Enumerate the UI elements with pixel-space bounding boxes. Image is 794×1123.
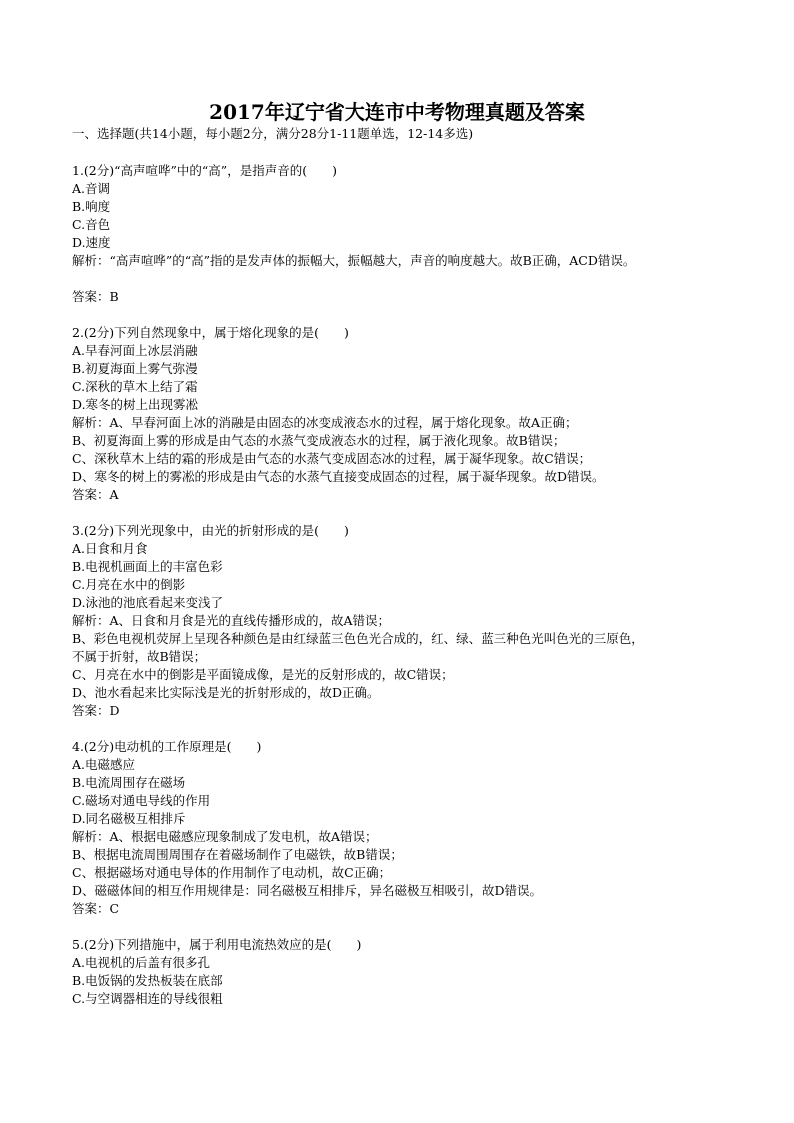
option-c: C.月亮在水中的倒影: [72, 577, 186, 592]
question-1: [72, 162, 772, 306]
question-3: [72, 522, 772, 720]
document-content: [72, 124, 772, 1008]
spacer: [72, 144, 772, 162]
analysis-line: 解析：“高声喧哗”的“高”指的是发声体的振幅大，振幅越大，声音的响度越大。故B正确，ACD错误。: [72, 253, 636, 268]
question-stem: 3.(2分)下列光现象中，由光的折射形成的是( ): [72, 523, 349, 538]
analysis-line: B、初夏海面上雾的形成是由气态的水蒸气变成液态水的过程，属于液化现象。故B错误；: [72, 433, 566, 448]
option-a: A.日食和月食: [72, 541, 148, 556]
option-a: A.早春河面上冰层消融: [72, 343, 198, 358]
option-d: D.同名磁极互相排斥: [72, 811, 186, 826]
question-stem: 4.(2分)电动机的工作原理是( ): [72, 739, 262, 754]
spacer: [72, 270, 772, 288]
spacer: [72, 720, 772, 738]
answer: 答案：A: [72, 487, 119, 502]
spacer: [72, 504, 772, 522]
document-title: 2017年辽宁省大连市中考物理真题及答案: [209, 100, 585, 124]
option-c: C.音色: [72, 217, 111, 232]
analysis-line: B、根据电流周围周围存在着磁场制作了电磁铁，故B错误；: [72, 847, 403, 862]
analysis-line: D、磁磁体间的相互作用规律是：同名磁极互相排斥，异名磁极互相吸引，故D错误。: [72, 883, 543, 898]
analysis-line: 解析：A、早春河面上冰的消融是由固态的冰变成液态水的过程，属于熔化现象。故A正确；: [72, 415, 578, 430]
answer: 答案：B: [72, 289, 119, 304]
analysis-line: D、寒冬的树上的雾凇的形成是由气态的水蒸气直接变成固态的过程，属于凝华现象。故D错误。: [72, 469, 605, 484]
option-b: B.电视机画面上的丰富色彩: [72, 559, 223, 574]
option-a: A.音调: [72, 181, 111, 196]
answer: 答案：D: [72, 703, 120, 718]
section-heading: 一、选择题(共14小题，每小题2分，满分28分1-11题单选，12-14多选): [72, 126, 474, 141]
option-b: B.电饭锅的发热板装在底部: [72, 973, 223, 988]
option-c: C.深秋的草木上结了霜: [72, 379, 198, 394]
option-d: D.速度: [72, 235, 111, 250]
analysis-line: B、彩色电视机荧屏上呈现各种颜色是由红绿蓝三色色光合成的，红、绿、蓝三种色光叫色光的三原色，: [72, 631, 644, 646]
spacer: [72, 306, 772, 324]
option-d: D.泳池的池底看起来变浅了: [72, 595, 224, 610]
option-b: B.响度: [72, 199, 111, 214]
analysis-line: 不属于折射，故B错误；: [72, 649, 207, 664]
analysis-line: C、深秋草木上结的霜的形成是由气态的水蒸气变成固态冰的过程，属于凝华现象。故C错误；: [72, 451, 592, 466]
analysis-line: C、月亮在水中的倒影是平面镜成像，是光的反射形成的，故C错误；: [72, 667, 454, 682]
question-2: [72, 324, 772, 504]
question-stem: 2.(2分)下列自然现象中，属于熔化现象的是( ): [72, 325, 349, 340]
question-4: [72, 738, 772, 918]
question-stem: 5.(2分)下列措施中，属于利用电流热效应的是( ): [72, 937, 362, 952]
question-5: [72, 936, 772, 1008]
question-stem: 1.(2分)“高声喧哗”中的“高”，是指声音的( ): [72, 163, 337, 178]
option-c: C.与空调器相连的导线很粗: [72, 991, 223, 1006]
spacer: [72, 918, 772, 936]
analysis-line: 解析：A、根据电磁感应现象制成了发电机，故A错误；: [72, 829, 378, 844]
analysis-line: D、池水看起来比实际浅是光的折射形成的，故D正确。: [72, 685, 380, 700]
option-c: C.磁场对通电导线的作用: [72, 793, 211, 808]
option-d: D.寒冬的树上出现雾凇: [72, 397, 199, 412]
option-b: B.初夏海面上雾气弥漫: [72, 361, 198, 376]
analysis-line: 解析：A、日食和月食是光的直线传播形成的，故A错误；: [72, 613, 391, 628]
option-a: A.电视机的后盖有很多孔: [72, 955, 211, 970]
option-b: B.电流周围存在磁场: [72, 775, 186, 790]
option-a: A.电磁感应: [72, 757, 136, 772]
answer: 答案：C: [72, 901, 120, 916]
analysis-line: C、根据磁场对通电导体的作用制作了电动机，故C正确；: [72, 865, 392, 880]
